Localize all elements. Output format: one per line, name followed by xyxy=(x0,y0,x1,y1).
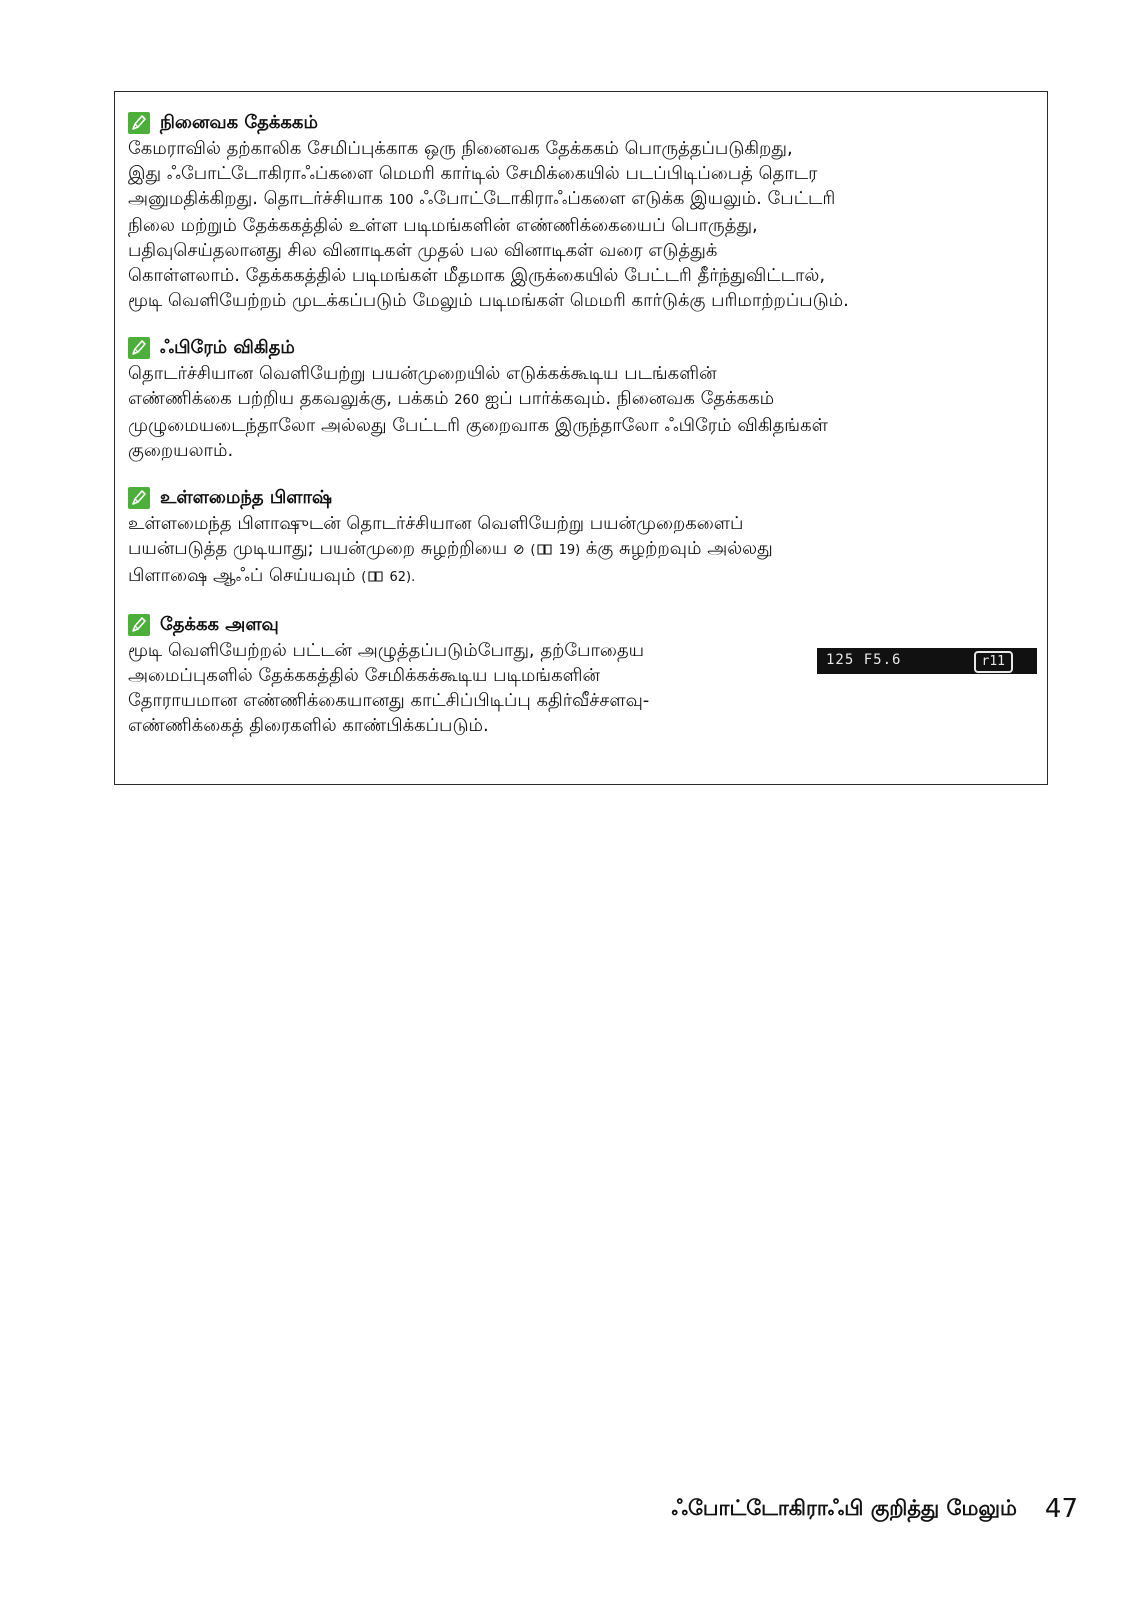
pencil-note-icon xyxy=(128,112,150,134)
section-body: தொடர்ச்சியான வெளியேற்று பயன்முறையில் எடுக்கக்கூடிய படங்களின் எண்ணிக்கை பற்றிய தகவலுக்கு, பக்கம் 260 ஐப் பார்க்கவும். நினைவக தேக்ககம் முழுமையடைந்தாலோ அல்லது பேட்டரி குறைவாக இருந்தாலோ ஃபிரேம் விகிதங்கள் குறையலாம். xyxy=(128,363,828,461)
shutter-aperture-readout: 125 F5.6 xyxy=(826,652,902,668)
book-reference-icon xyxy=(537,543,552,555)
pencil-note-icon xyxy=(128,614,150,636)
section-body: உள்ளமைந்த பிளாஷுடன் தொடர்ச்சியான வெளியேற்று பயன்முறைகளைப் பயன்படுத்த முடியாது; பயன்முறை சுழற்றியை ⊘ ( 19) க்கு சுழற்றவும் அல்லது பிளாஷை ஆஃப் செய்யவும் ( 62). xyxy=(128,513,773,586)
buffer-count-readout: r11 xyxy=(974,651,1013,673)
section-title: உள்ளமைந்த பிளாஷ் xyxy=(160,487,333,508)
pencil-note-icon xyxy=(128,487,150,509)
burst-count: 100 xyxy=(388,193,414,208)
section-frame-rate xyxy=(128,335,1037,463)
chapter-title: ஃபோட்டோகிராஃபி குறித்து மேலும் xyxy=(671,1495,1017,1520)
section-buffer-size xyxy=(128,612,1037,738)
notes-box xyxy=(114,91,1048,785)
page-footer xyxy=(672,1494,1079,1524)
section-memory-buffer xyxy=(128,110,1037,313)
section-title: தேக்கக அளவு xyxy=(160,614,279,635)
page-number: 47 xyxy=(1044,1494,1078,1524)
section-title: ஃபிரேம் விகிதம் xyxy=(160,337,295,358)
flash-off-mode-icon: ⊘ xyxy=(512,542,525,558)
pencil-note-icon xyxy=(128,337,150,359)
section-body: கேமராவில் தற்காலிக சேமிப்புக்காக ஒரு நினைவக தேக்ககம் பொருத்தப்படுகிறது, இது ஃபோட்டோகிராஃப்களை மெமரி கார்டில் சேமிக்கையில் படப்பிடிப்பைத் தொடர அனுமதிக்கிறது. தொடர்ச்சியாக 100 ஃபோட்டோகிராஃப்களை எடுக்க இயலும். பேட்டரி நிலை மற்றும் தேக்ககத்தில் உள்ள படிமங்களின் எண்ணிக்கையைப் பொருத்து, பதிவுசெய்தலானது சில வினாடிகள் முதல் பல வினாடிகள் வரை எடுத்துக் கொள்ளலாம். தேக்ககத்தில் படிமங்கள் மீதமாக இருக்கையில் பேட்டரி தீர்ந்துவிட்டால், மூடி வெளியேற்றம் முடக்கப்படும் மேலும் படிமங்கள் மெமரி கார்டுக்கு பரிமாற்றப்படும். xyxy=(128,138,849,311)
section-built-in-flash xyxy=(128,485,1037,590)
viewfinder-display xyxy=(817,648,1037,674)
page-reference: 260 xyxy=(454,393,480,408)
section-body: மூடி வெளியேற்றல் பட்டன் அழுத்தப்படும்போது, தற்போதைய அமைப்புகளில் தேக்ககத்தில் சேமிக்கக்கூடிய படிமங்களின் தோராயமான எண்ணிக்கையானது காட்சிப்பிடிப்பு கதிர்வீச்சளவு- எண்ணிக்கைத் திரைகளில் காண்பிக்கப்படும். xyxy=(128,640,650,736)
book-reference-icon xyxy=(368,570,383,582)
section-title: நினைவக தேக்ககம் xyxy=(160,112,318,133)
